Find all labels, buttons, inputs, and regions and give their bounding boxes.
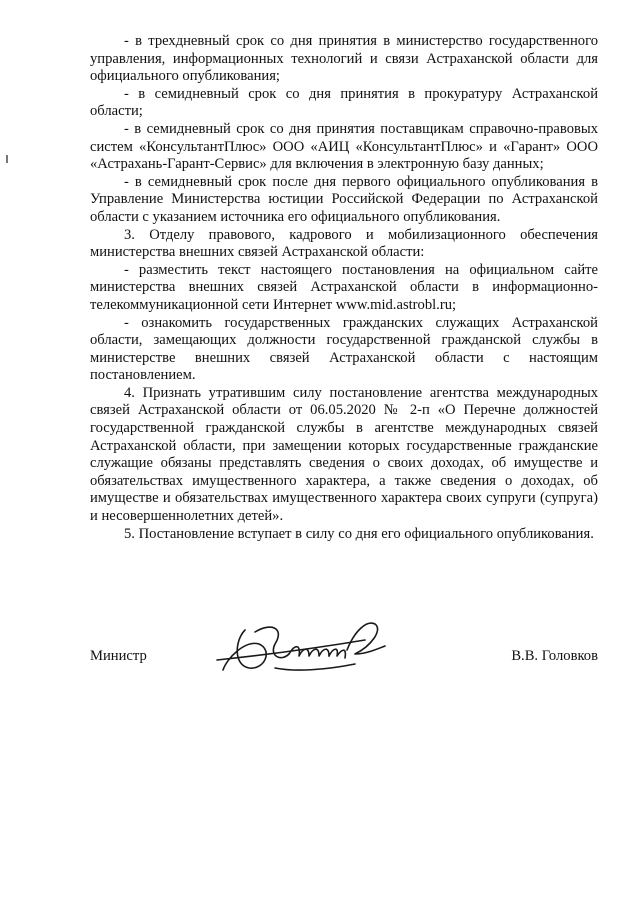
paragraph-publication-ministry: - в трехдневный срок со дня принятия в министерство государственного управления, информационных технологий и связи Астраханской области для официального опубликования; <box>90 33 598 85</box>
paragraph-familiarize: - ознакомить государственных гражданских служащих Астраханской области, замещающих должности государственной гражданской службы в министерстве внешних связей Астраханской области с настоящим постановлением. <box>90 314 598 384</box>
signer-title: Министр <box>90 648 147 664</box>
paragraph-justice-ministry: - в семидневный срок после дня первого официального опубликования в Управление Министерства юстиции Российской Федерации по Астраханской области с указанием источника его официального опубликования. <box>90 173 598 225</box>
handwritten-signature <box>215 610 395 690</box>
margin-mark <box>6 155 8 163</box>
paragraph-item-5: 5. Постановление вступает в силу со дня его официального опубликования. <box>124 525 594 542</box>
paragraph-prosecutor: - в семидневный срок со дня принятия в прокуратуру Астраханской области; <box>90 85 598 120</box>
paragraph-item-4: 4. Признать утратившим силу постановление агентства международных связей Астраханской области от 06.05.2020 № 2-п «О Перечне должностей государственной гражданской службы в агентстве международных связей Астраханской области, при замещении которых государственные гражданские служащие обязаны представлять сведения о своих доходах, об имуществе и обязательствах имущественного характера, а также сведения о доходах, об имуществе и обязательствах имущественного характера своих супруги (супруга) и несовершеннолетних детей». <box>90 384 598 525</box>
document-body <box>90 33 598 543</box>
signer-name: В.В. Головков <box>511 648 598 664</box>
paragraph-legal-systems: - в семидневный срок со дня принятия поставщикам справочно-правовых систем «КонсультантПлюс» ООО «АИЦ «КонсультантПлюс» и «Гарант» ООО «Астрахань-Гарант-Сервис» для включения в электронную базу данных; <box>90 120 598 173</box>
paragraph-website: - разместить текст настоящего постановления на официальном сайте министерства внешних связей Астраханской области в информационно-телекоммуникационной сети Интернет www.mid.astrobl.ru; <box>90 261 598 313</box>
paragraph-item-3: 3. Отделу правового, кадрового и мобилизационного обеспечения министерства внешних связей Астраханской области: <box>90 226 598 261</box>
